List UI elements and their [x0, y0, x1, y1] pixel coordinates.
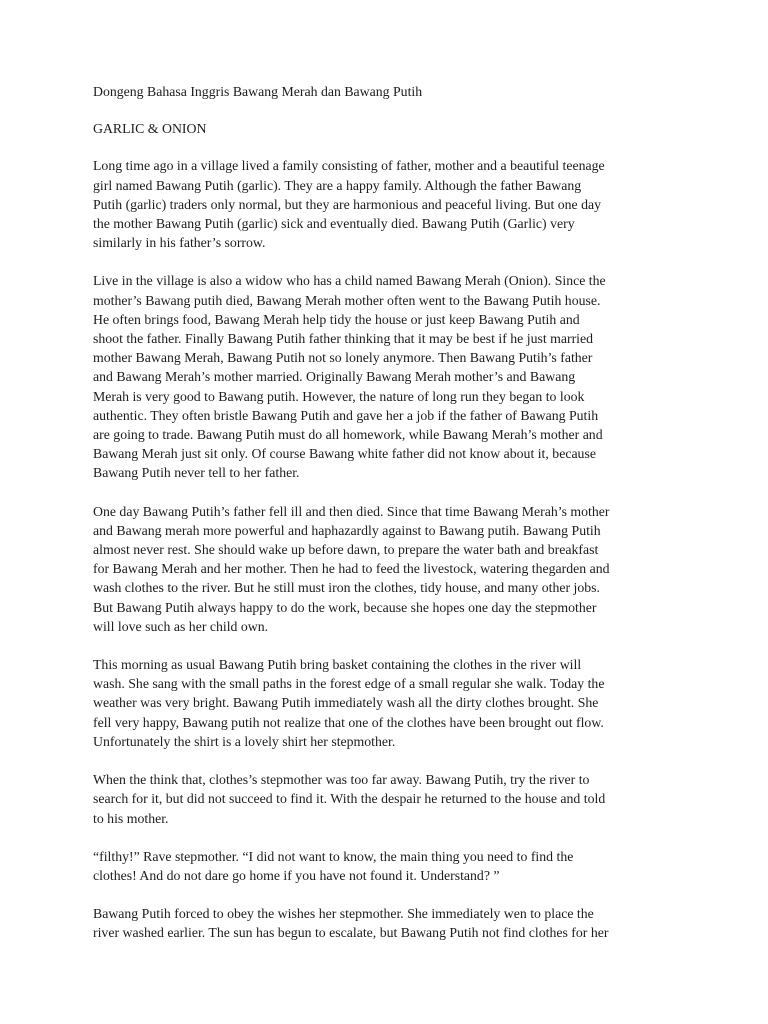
paragraph-1: Long time ago in a village lived a family consisting of father, mother and a beautiful teenage girl named Bawang Putih (garlic). They are a happy family. Although the father Bawang Putih (garlic) traders only normal, but they are harmonious and peaceful living. But one day the mother Bawang Putih (garlic) sick and eventually died. Bawang Putih (Garlic) very similarly in his father’s sorrow.: [93, 158, 605, 251]
paragraph-7: Bawang Putih forced to obey the wishes her stepmother. She immediately wen to place the river washed earlier. The sun has begun to escalate, but Bawang Putih not find clothes for her: [93, 906, 609, 941]
document-page: [93, 82, 668, 962]
paragraph-3: One day Bawang Putih’s father fell ill and then died. Since that time Bawang Merah’s mother and Bawang merah more powerful and haphazardly against to Bawang putih. Bawang Putih almost never rest. She should wake up before dawn, to prepare the water bath and breakfast for Bawang Merah and her mother. Then he had to feed the livestock, watering thegarden and wash clothes to the river. But he still must iron the clothes, tidy house, and many other jobs. But Bawang Putih always happy to do the work, because she hopes one day the stepmother will love such as her child own.: [93, 503, 610, 634]
paragraph-2: Live in the village is also a widow who has a child named Bawang Merah (Onion). Since the mother’s Bawang putih died, Bawang Merah mother often went to the Bawang Putih house. He often brings food, Bawang Merah help tidy the house or just keep Bawang Putih and shoot the father. Finally Bawang Putih father thinking that it may be best if he just married mother Bawang Merah, Bawang Putih not so lonely anymore. Then Bawang Putih’s father and Bawang Merah’s mother married. Originally Bawang Merah mother’s and Bawang Merah is very good to Bawang putih. However, the nature of long run they began to look authentic. They often bristle Bawang Putih and gave her a job if the father of Bawang Putih are going to trade. Bawang Putih must do all homework, while Bawang Merah’s mother and Bawang Merah just sit only. Of course Bawang white father did not know about it, because Bawang Putih never tell to her father.: [93, 273, 606, 481]
paragraph-4: This morning as usual Bawang Putih bring basket containing the clothes in the river will wash. She sang with the small paths in the forest edge of a small regular she walk. Today the weather was very bright. Bawang Putih immediately wash all the dirty clothes brought. She fell very happy, Bawang putih not realize that one of the clothes have been brought out flow. Unfortunately the shirt is a lovely shirt her stepmother.: [93, 657, 605, 749]
document-subheading: GARLIC & ONION: [93, 121, 207, 137]
paragraph-6: “filthy!” Rave stepmother. “I did not want to know, the main thing you need to find the clothes! And do not dare go home if you have not found it. Understand? ”: [93, 848, 574, 883]
document-heading: Dongeng Bahasa Inggris Bawang Merah dan Bawang Putih: [93, 84, 423, 99]
paragraph-5: When the think that, clothes’s stepmother was too far away. Bawang Putih, try the river to search for it, but did not succeed to find it. With the despair he returned to the house and told to his mother.: [93, 772, 606, 826]
